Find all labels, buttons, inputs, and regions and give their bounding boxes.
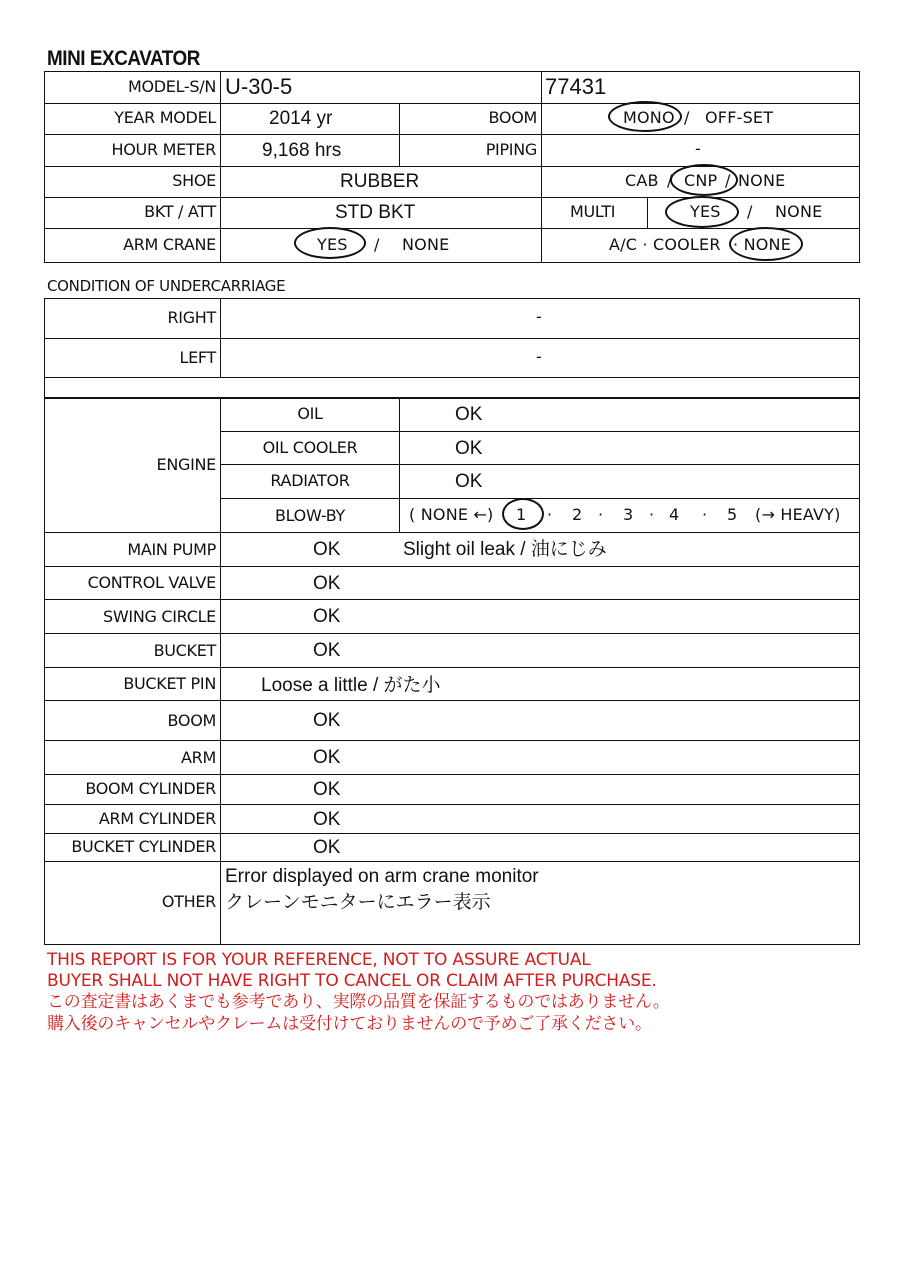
- other-line-1: Error displayed on arm crane monitor: [225, 866, 539, 887]
- armcrane-option-none: NONE: [402, 235, 450, 254]
- blowby-scale-none: ( NONE ←): [409, 505, 494, 524]
- main-pump-note: Slight oil leak / 油にじみ: [403, 539, 607, 560]
- bucket-pin-value: Loose a little / がた小: [261, 675, 441, 696]
- bkt-value: STD BKT: [335, 202, 416, 223]
- armcrane-separator: /: [374, 235, 380, 254]
- other-label: OTHER: [161, 892, 216, 911]
- radiator-value: OK: [455, 471, 483, 492]
- divider: [399, 103, 400, 166]
- oil-label: OIL: [297, 404, 323, 423]
- divider: [44, 599, 860, 600]
- radiator-label: RADIATOR: [270, 471, 350, 490]
- left-value: -: [536, 347, 542, 366]
- divider: [647, 197, 648, 228]
- bucket-cylinder-label: BUCKET CYLINDER: [71, 837, 216, 856]
- armcrane-option-yes: YES: [317, 235, 348, 254]
- divider: [220, 71, 221, 263]
- disclaimer-line-1: THIS REPORT IS FOR YOUR REFERENCE, NOT TO ASSURE ACTUAL: [47, 950, 591, 970]
- left-label: LEFT: [179, 348, 216, 367]
- main-pump-label: MAIN PUMP: [127, 540, 216, 559]
- divider: [399, 398, 400, 532]
- blowby-scale-2: 2: [572, 505, 583, 524]
- blowby-scale-1: 1: [516, 505, 527, 524]
- cab-option-cab: CAB: [625, 171, 659, 190]
- bkt-label: BKT / ATT: [144, 202, 216, 221]
- hour-label: HOUR METER: [111, 140, 216, 159]
- selection-circle: [729, 227, 803, 261]
- selection-circle: [665, 196, 739, 228]
- disclaimer-line-3: この査定書はあくまでも参考であり、実際の品質を保証するものではありません。: [47, 992, 670, 1012]
- model-value: U-30-5: [225, 74, 293, 99]
- divider: [44, 228, 860, 229]
- right-value: -: [536, 307, 542, 326]
- arm-label: ARM: [181, 748, 216, 767]
- control-valve-value: OK: [313, 573, 341, 594]
- divider: [541, 71, 542, 263]
- swing-circle-value: OK: [313, 606, 341, 627]
- bucket-pin-label: BUCKET PIN: [123, 674, 216, 693]
- divider: [44, 197, 860, 198]
- divider: [44, 667, 860, 668]
- disclaimer-line-4: 購入後のキャンセルやクレームは受付けておりませんので予めご了承ください。: [47, 1014, 652, 1034]
- undercarriage-section-label: CONDITION OF UNDERCARRIAGE: [47, 277, 286, 295]
- blowby-scale-5: 5: [727, 505, 738, 524]
- oilcooler-label: OIL COOLER: [262, 438, 358, 457]
- document-title: MINI EXCAVATOR: [47, 47, 200, 70]
- model-label: MODEL-S/N: [127, 77, 216, 96]
- selection-circle: [608, 101, 682, 132]
- right-label: RIGHT: [167, 308, 216, 327]
- boom-separator: /: [684, 108, 690, 127]
- blowby-scale-heavy: (→ HEAVY): [755, 505, 841, 524]
- multi-option-none: NONE: [775, 202, 823, 221]
- main-pump-value: OK: [313, 539, 341, 560]
- bucket-cylinder-value: OK: [313, 837, 341, 858]
- selection-circle: [502, 498, 544, 530]
- divider: [44, 338, 860, 339]
- divider: [44, 774, 860, 775]
- divider: [44, 134, 860, 135]
- divider: [44, 700, 860, 701]
- control-valve-label: CONTROL VALVE: [87, 573, 216, 592]
- divider: [44, 532, 860, 533]
- blowby-scale-dot: ·: [702, 505, 708, 524]
- shoe-label: SHOE: [172, 171, 216, 190]
- blowby-scale-dot: ·: [547, 505, 553, 524]
- cab-separator: /: [667, 171, 673, 190]
- boom-cylinder-value: OK: [313, 779, 341, 800]
- divider: [220, 398, 221, 945]
- piping-value: -: [695, 139, 701, 158]
- ac-label: A/C · COOLER: [609, 235, 721, 254]
- blowby-scale-4: 4: [669, 505, 680, 524]
- divider: [44, 103, 860, 104]
- blowby-scale-dot: ·: [598, 505, 604, 524]
- arm-cylinder-value: OK: [313, 809, 341, 830]
- cab-option-cnp: CNP: [684, 171, 718, 190]
- divider: [44, 566, 860, 567]
- ac-option-none: · NONE: [733, 235, 792, 254]
- oilcooler-value: OK: [455, 438, 483, 459]
- arm-cylinder-label: ARM CYLINDER: [98, 809, 216, 828]
- cab-option-none: NONE: [738, 171, 786, 190]
- hour-value: 9,168 hrs: [262, 140, 342, 161]
- disclaimer-line-2: BUYER SHALL NOT HAVE RIGHT TO CANCEL OR CLAIM AFTER PURCHASE.: [47, 971, 657, 991]
- multi-separator: /: [747, 202, 753, 221]
- bucket-label: BUCKET: [153, 641, 216, 660]
- divider: [44, 377, 860, 378]
- divider: [44, 633, 860, 634]
- armcrane-label: ARM CRANE: [123, 235, 216, 254]
- boom-option-mono: MONO: [623, 108, 675, 127]
- other-line-2: クレーンモニターにエラー表示: [225, 892, 491, 913]
- boom-label: BOOM: [488, 108, 537, 127]
- swing-circle-label: SWING CIRCLE: [103, 607, 216, 626]
- blowby-label: BLOW-BY: [274, 506, 346, 525]
- serial-value: 77431: [545, 74, 607, 99]
- oil-value: OK: [455, 404, 483, 425]
- boom-cylinder-label: BOOM CYLINDER: [85, 779, 216, 798]
- inspection-border: [44, 398, 860, 945]
- boom-row-value: OK: [313, 710, 341, 731]
- divider: [44, 861, 860, 862]
- cab-separator: /: [725, 171, 731, 190]
- divider: [220, 298, 221, 377]
- blowby-scale-3: 3: [623, 505, 634, 524]
- year-label: YEAR MODEL: [114, 108, 216, 127]
- year-value: 2014 yr: [269, 108, 333, 129]
- boom-option-offset: OFF-SET: [705, 108, 774, 127]
- divider: [44, 804, 860, 805]
- divider: [220, 498, 860, 499]
- multi-label: MULTI: [570, 202, 616, 221]
- engine-label: ENGINE: [156, 455, 216, 474]
- divider: [220, 431, 860, 432]
- divider: [44, 740, 860, 741]
- multi-option-yes: YES: [690, 202, 721, 221]
- selection-circle: [294, 227, 366, 259]
- shoe-value: RUBBER: [340, 171, 420, 192]
- arm-value: OK: [313, 747, 341, 768]
- divider: [44, 833, 860, 834]
- divider: [220, 464, 860, 465]
- bucket-value: OK: [313, 640, 341, 661]
- boom-row-label: BOOM: [167, 711, 216, 730]
- piping-label: PIPING: [485, 140, 537, 159]
- divider: [44, 166, 860, 167]
- blowby-scale-dot: ·: [649, 505, 655, 524]
